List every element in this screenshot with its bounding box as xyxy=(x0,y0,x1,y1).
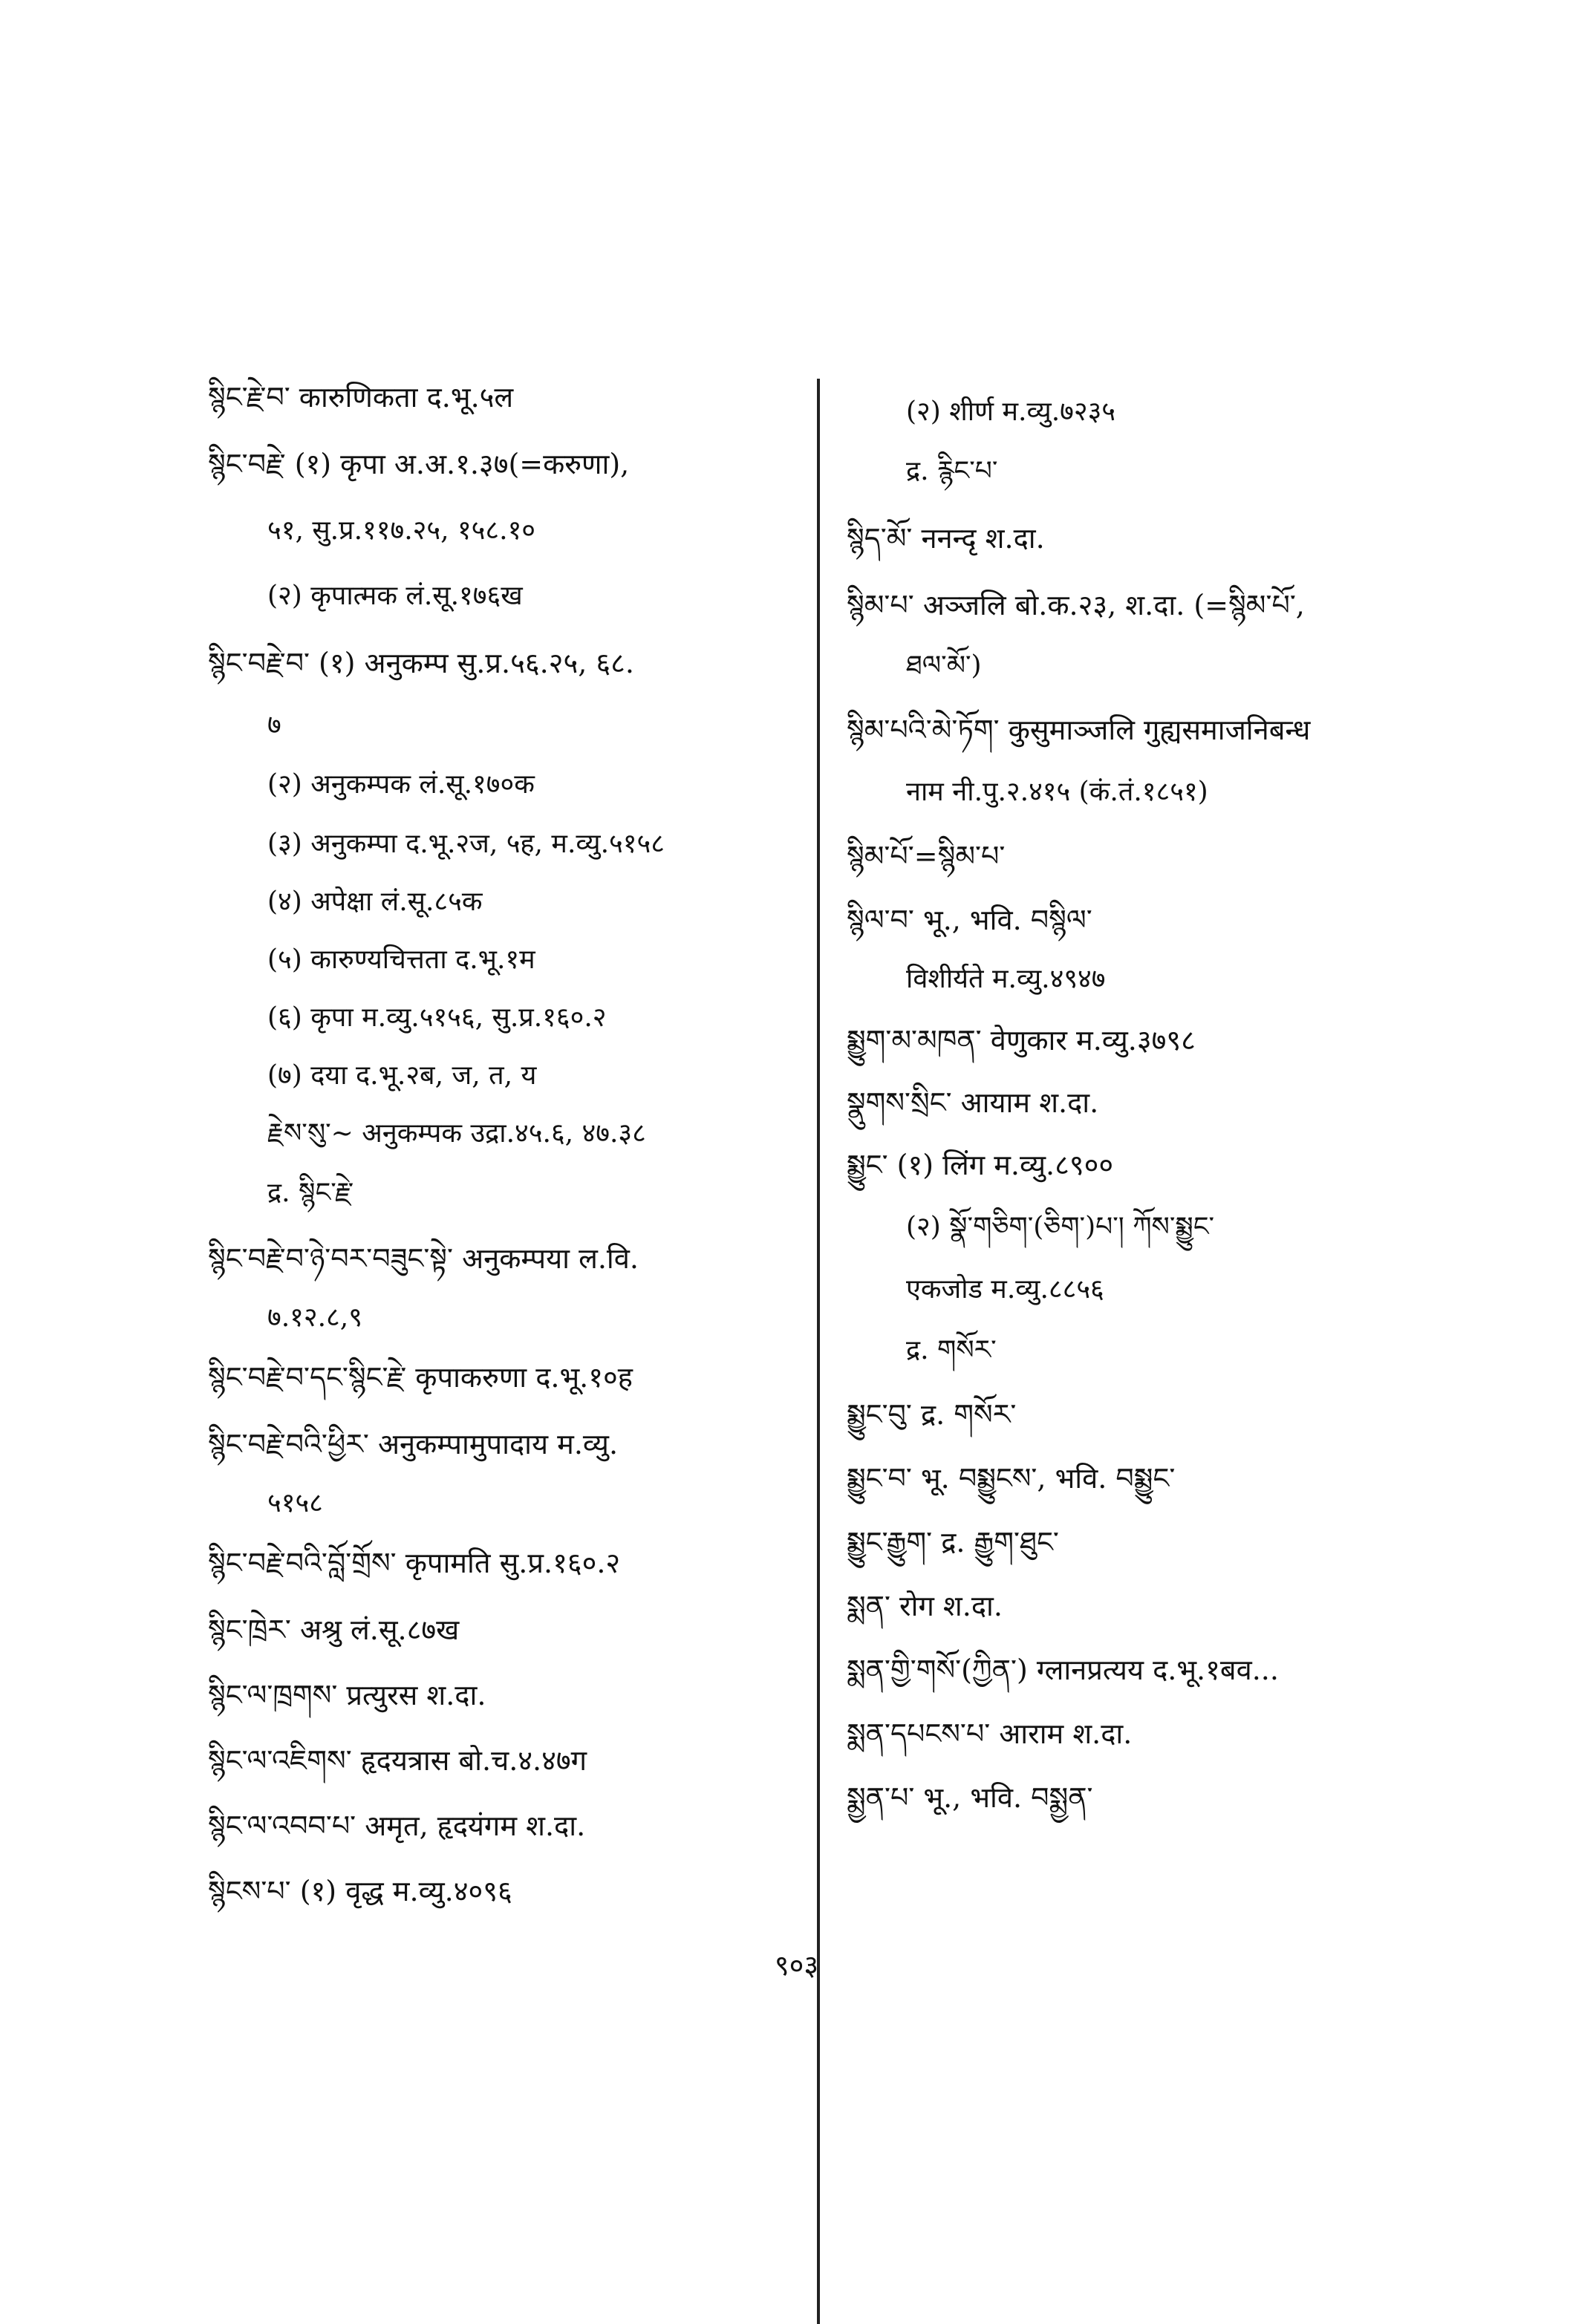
entry-line: སྨན་ रोग श.दा. xyxy=(847,1590,1003,1622)
entry-line: द्र. གསོར་ xyxy=(906,1335,997,1365)
entry-line: སྙིང་ལ་འཇིགས་ हृदयत्रास बो.च.४.४७ग xyxy=(208,1744,587,1777)
entry-line: (५) कारुण्यचित्तता द.भू.१म xyxy=(267,944,535,975)
entry-line: ५१५८ xyxy=(267,1488,323,1518)
entry-line: ५१, सु.प्र.११७.२५, १५८.१० xyxy=(267,515,536,546)
entry-line: སྙིང་བརྗེ་བའི་ཕྱིར་ अनुकम्पामुपादाय म.व्यु. xyxy=(208,1428,619,1460)
entry-line: སྨྱུང་བུ་ द्र. གསོར་ xyxy=(847,1398,1017,1431)
entry-line: སྙིམ་པ་ अञ्जलि बो.क.२३, श.दा. (=སྙིམ་པོ་, xyxy=(847,589,1305,621)
entry-line: (२) སྣོ་གཅིག་(ཅིག་)པ་། ཀོས་སྨྱུང་ xyxy=(906,1212,1215,1242)
entry-line: སྙིང་རྗེ་བ་ कारुणिकता द.भू.५ल xyxy=(208,381,514,414)
entry-line: (२) शीर्ण म.व्यु.७२३५ xyxy=(906,396,1116,427)
page-number: ९०३ xyxy=(774,1949,819,1982)
entry-line: (४) अपेक्षा लं.सू.८५क xyxy=(267,887,483,917)
entry-line: विशीर्यते म.व्यु.४९४७ xyxy=(906,964,1106,994)
entry-line: སྣུགས་སྲིང་ आयाम श.दा. xyxy=(847,1086,1099,1119)
entry-line: སྙིང་བརྗེ་བ་དང་སྙིང་རྗེ་ कृपाकरुणा द.भू.१०ह xyxy=(208,1361,633,1394)
entry-line: སྙིམ་པའི་མེ་ཏོག་ कुसुमाञ्जलि गुह्यसमाजनिबन्ध xyxy=(847,714,1311,746)
entry-line: ७ xyxy=(267,710,281,740)
entry-line: སྨྱུང་རྒྱུག་ द्र. རྒྱུག་ཐུང་ xyxy=(847,1526,1059,1558)
entry-line: एकजोड म.व्यु.८८५६ xyxy=(906,1274,1104,1305)
column-divider xyxy=(817,379,820,2324)
entry-line: ७.१२.८,९ xyxy=(267,1302,362,1333)
entry-line: སྙིང་བརྗེ་བ་ཉེ་བར་བཟུང་སྟེ་ अनुकम्पया ल.वि. xyxy=(208,1242,639,1275)
entry-line: སྨྱན་པ་ भू., भवि. བསྨྱན་ xyxy=(847,1781,1093,1814)
entry-line: སྨྱུང་ (१) लिंग म.व्यु.८९०० xyxy=(847,1149,1114,1181)
entry-line: སྙིམ་པོ་=སྙིམ་པ་ xyxy=(847,840,1006,872)
entry-line: སྙིངས་པ་ (१) वृद्ध म.व्यु.४०९६ xyxy=(208,1875,512,1907)
entry-line: སྨྱུག་མ་མཁན་ वेणुकार म.व्यु.३७९८ xyxy=(847,1024,1196,1057)
entry-line: སྙིད་མོ་ ननन्दृ श.दा. xyxy=(847,522,1045,555)
entry-line: སྙིང་བརྗེ་བའི་བློ་གྲོས་ कृपामति सु.प्र.१६०.२ xyxy=(208,1547,621,1579)
entry-line: སྙིང་བརྗེ་བ་ (१) अनुकम्प सु.प्र.५६.२५, ६८. xyxy=(208,647,634,679)
entry-line: (३) अनुकम्पा द.भू.२ज, ५ह, म.व्यु.५१५८ xyxy=(267,829,665,859)
entry-line: (७) दया द.भू.२ब, ज, त, य xyxy=(267,1060,537,1091)
entry-line: སྙིང་བརྗེ་ (१) कृपा अ.अ.१.३७(=करुणा), xyxy=(208,448,630,480)
entry-line: (२) अनुकम्पक लं.सू.१७०क xyxy=(267,769,535,800)
entry-line: སྨྱུང་བ་ भू. བསྨྱུངས་, भवि. བསྨྱུང་ xyxy=(847,1462,1176,1495)
entry-line: द्र. སྙིང་རྗེ་ xyxy=(267,1178,354,1208)
entry-line: ཐལ་མོ་) xyxy=(906,650,982,681)
entry-line: སྙིང་ལ་ཁྲགས་ प्रत्युरस श.दा. xyxy=(208,1679,486,1711)
entry-line: སྨན་གྱི་གསོ་(ཀྱིན་) ग्लानप्रत्यय द.भू.१बव... xyxy=(847,1654,1279,1686)
entry-line: སྙིལ་བ་ भू., भवि. བསྙིལ་ xyxy=(847,904,1092,936)
entry-line: སྙིང་ཁྲེར་ अश्रु लं.सू.८७ख xyxy=(208,1613,460,1646)
entry-line: (६) कृपा म.व्यु.५१५६, सु.प्र.१६०.२ xyxy=(267,1002,607,1033)
entry-line: རྗེས་སུ་~ अनुकम्पक उद्रा.४५.६, ४७.३८ xyxy=(267,1118,646,1149)
entry-line: (२) कृपात्मक लं.सू.१७६ख xyxy=(267,581,523,611)
entry-line: སྙིང་ལ་འབབ་པ་ अमृत, हृदयंगम श.दा. xyxy=(208,1809,586,1842)
entry-line: སྨན་དཔངས་པ་ आराम श.दा. xyxy=(847,1717,1133,1750)
entry-line: द्र. རྙིང་པ་ xyxy=(906,456,998,486)
entry-line: नाम नी.पु.२.४१५ (कं.तं.१८५१) xyxy=(906,777,1208,807)
